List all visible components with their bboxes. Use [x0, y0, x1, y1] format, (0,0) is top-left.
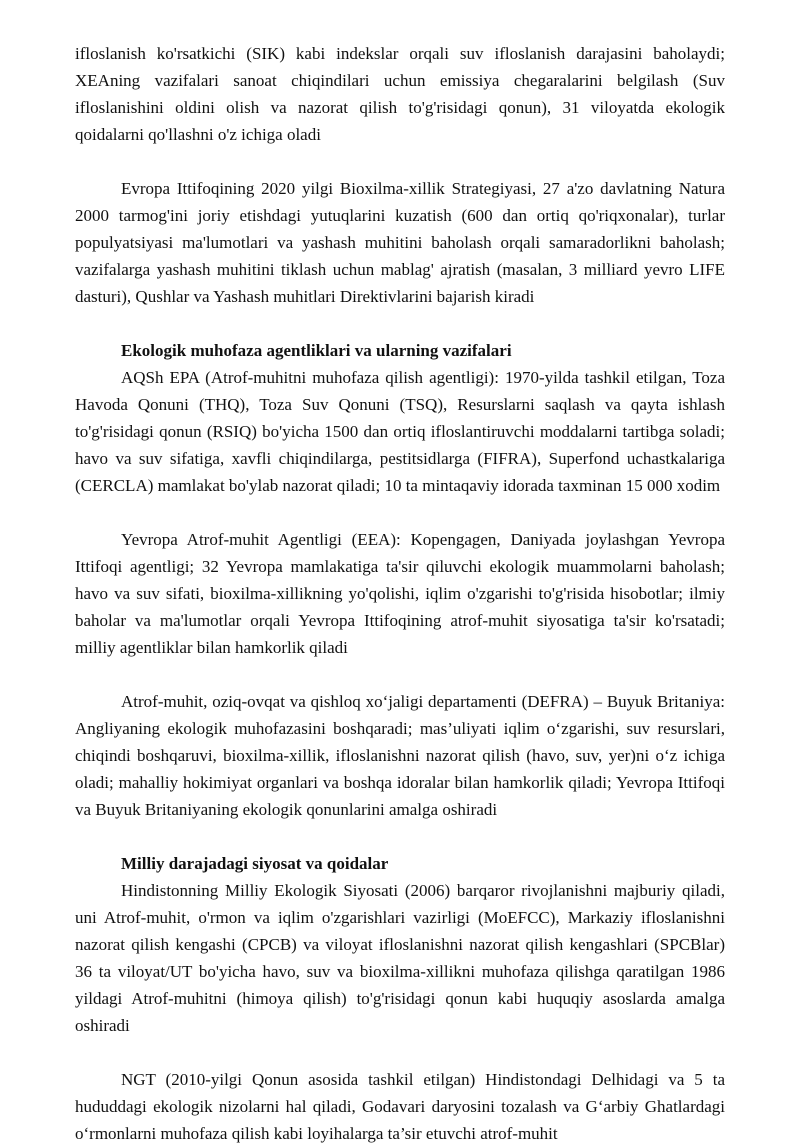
paragraph-ngt: NGT (2010-yilgi Qonun asosida tashkil etilgan) Hindistondagi Delhidagi va 5 ta hududdagi ekologik nizolarni hal qiladi, Godavari daryosini tozalash va G‘arbiy Ghatlardagi o‘rmonlarni muhofaza qilish kabi loyihalarga ta’sir etuvchi atrof-muhit [75, 1070, 725, 1143]
paragraph-eu-biodiversity: Evropa Ittifoqining 2020 yilgi Bioxilma-xillik Strategiyasi, 27 a'zo davlatning Natura 2000 tarmog'ini joriy etishdagi yutuqlarini kuzatish (600 dan ortiq qo'riqxonalar), turlar populyatsiyasi ma'lumotlari va yashash muhitini baholash orqali samaradorlikni baholash; vazifalarga yashash muhitini tiklash uchun mablag' ajratish (masalan, 3 milliard yevro LIFE dasturi), Qushlar va Yashash muhitlari Direktivlarini bajarish kiradi [75, 179, 725, 306]
paragraph-us-epa: AQSh EPA (Atrof-muhitni muhofaza qilish agentligi): 1970-yilda tashkil etilgan, Toza Havoda Qonuni (THQ), Toza Suv Qonuni (TSQ), Resurslarni saqlash va qayta ishlash to'g'risidagi qonun (RSIQ) bo'yicha 1500 dan ortiq ifloslantiruvchi moddalarni tartibga soladi; havo va suv sifatiga, xavfli chiqindilarga, pestitsidlarga (FIFRA), Superfond uchastkalariga (CERCLA) mamlakat bo'ylab nazorat qiladi; 10 ta mintaqaviy idorada taxminan 15 000 xodim [75, 368, 725, 495]
section-heading-national-policy: Milliy darajadagi siyosat va qoidalar [121, 854, 389, 873]
section-heading-agencies: Ekologik muhofaza agentliklari va ularning vazifalari [121, 341, 512, 360]
paragraph-continuation: ifloslanish ko'rsatkichi (SIK) kabi indekslar orqali suv ifloslanish darajasini baholaydi; XEAning vazifalari sanoat chiqindilari uchun emissiya chegaralarini belgilash (Suv ifloslanishini oldini olish va nazorat qilish to'g'risidagi qonun), 31 viloyatda ekologik qoidalarni qo'llashni o'z ichiga oladi [75, 44, 725, 144]
paragraph-gap [75, 1039, 725, 1066]
paragraph-gap [75, 823, 725, 850]
paragraph-gap [75, 661, 725, 688]
paragraph-india-policy: Hindistonning Milliy Ekologik Siyosati (2006) barqaror rivojlanishni majburiy qiladi, uni Atrof-muhit, o'rmon va iqlim o'zgarishlari vazirligi (MoEFCC), Markaziy ifloslanishni nazorat qilish kengashi (CPCB) va viloyat ifloslanishni nazorat qilish kengashlari (SPCBlar) 36 ta viloyat/UT bo'yicha havo, suv va bioxilma-xillikni muhofaza qilishga qaratilgan 1986 yildagi Atrof-muhitni (himoya qilish) to'g'risidagi qonun kabi huquqiy asoslarda amalga oshiradi [75, 881, 725, 1035]
paragraph-eea: Yevropa Atrof-muhit Agentligi (EEA): Kopengagen, Daniyada joylashgan Yevropa Ittifoqi agentligi; 32 Yevropa mamlakatiga ta'sir qiluvchi ekologik muammolarni baholash; havo va suv sifati, bioxilma-xillikning yo'qolishi, iqlim o'zgarishi to'g'risida hisobotlar; ilmiy baholar va ma'lumotlar orqali Yevropa Ittifoqining atrof-muhit siyosatiga ta'sir ko'rsatadi; milliy agentliklar bilan hamkorlik qiladi [75, 530, 725, 657]
paragraph-gap [75, 499, 725, 526]
paragraph-gap [75, 148, 725, 175]
paragraph-defra: Atrof-muhit, oziq-ovqat va qishloq xo‘jaligi departamenti (DEFRA) – Buyuk Britaniya: Angliyaning ekologik muhofazasini boshqaradi; mas’uliyati iqlim o‘zgarishi, suv resurslari, chiqindi boshqaruvi, bioxilma-xillik, ifloslanishni nazorat qilish (havo, suv, yer)ni o‘z ichiga oladi; mahalliy hokimiyat organlari va boshqa idoralar bilan hamkorlik qiladi; Yevropa Ittifoqi va Buyuk Britaniyaning ekologik qonunlarini amalga oshiradi [75, 692, 725, 819]
paragraph-gap [75, 310, 725, 337]
